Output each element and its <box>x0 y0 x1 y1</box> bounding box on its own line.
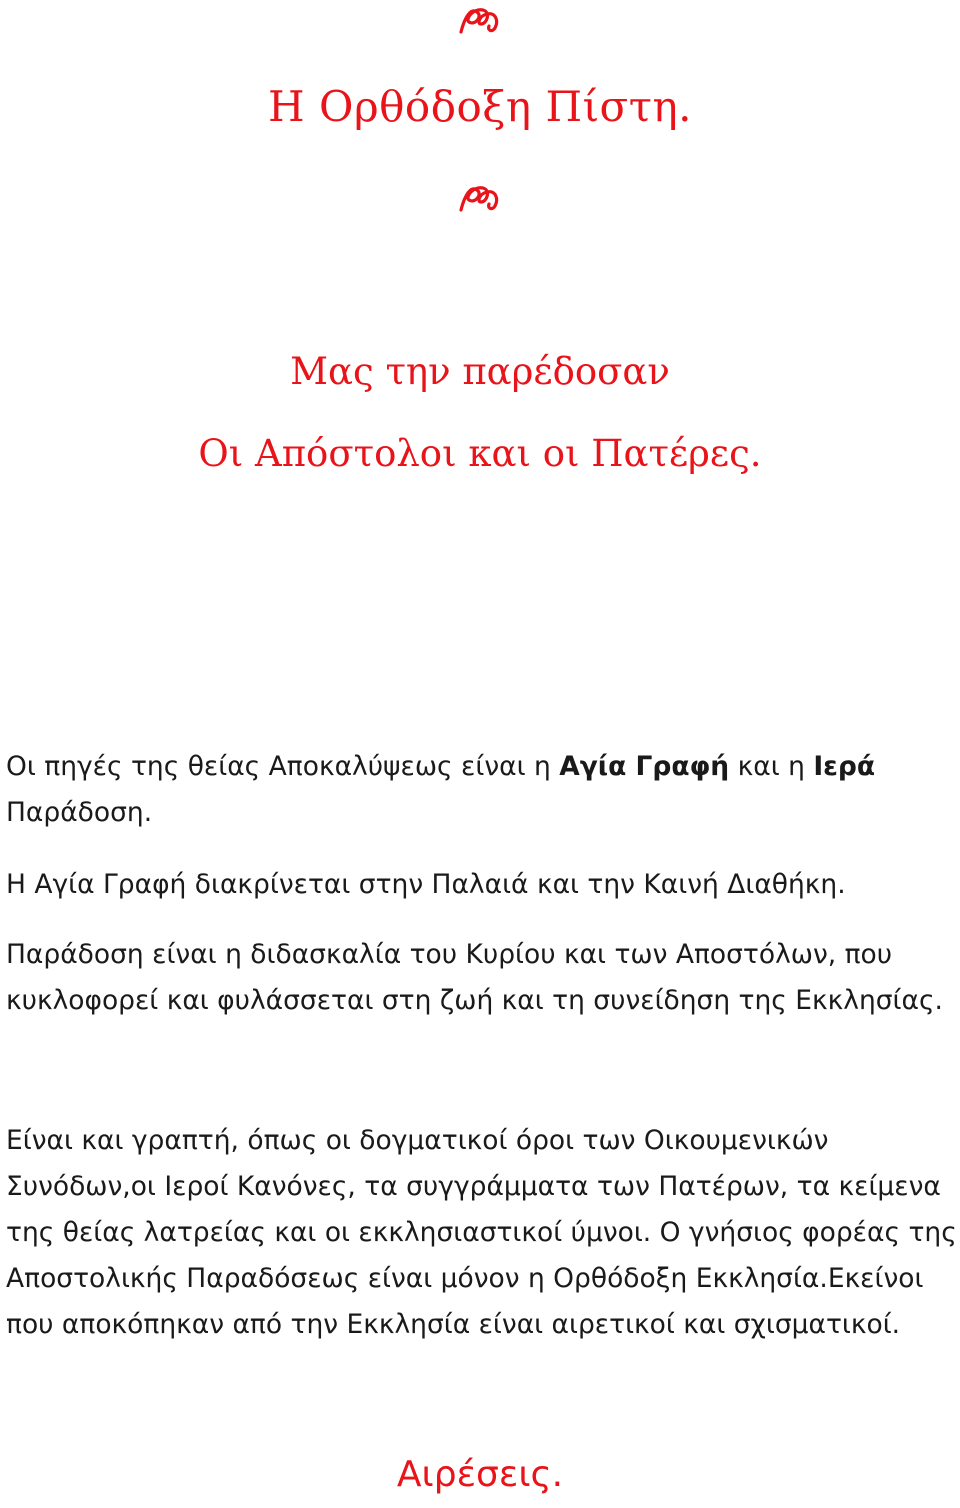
flourish-icon <box>457 180 503 216</box>
paragraph-scripture: Η Αγία Γραφή διακρίνεται στην Παλαιά και την Καινή Διαθήκη. <box>6 869 846 900</box>
page-title: Η Ορθόδοξη Πίστη. <box>268 82 692 131</box>
emphasis-holy-scripture: Αγία Γραφή <box>559 751 730 782</box>
paragraph-text: Οι πηγές της θείας Αποκαλύψεως είναι η <box>6 751 560 782</box>
paragraph-sources <box>6 744 960 836</box>
subtitle-line-2: Οι Απόστολοι και οι Πατέρες. <box>198 432 762 475</box>
flourish-icon <box>0 180 960 221</box>
paragraph-text: Παράδοση. <box>6 797 153 828</box>
subtitle-line-1: Μας την παρέδοσαν <box>290 350 670 393</box>
emphasis-holy: Ιερά <box>813 751 876 782</box>
paragraph-tradition: Παράδοση είναι η διδασκαλία του Κυρίου και των Αποστόλων, που κυκλοφορεί και φυλάσσεται στη ζωή και τη συνείδηση της Εκκλησίας. <box>6 939 943 1016</box>
flourish-icon <box>0 2 960 43</box>
flourish-icon <box>457 2 503 38</box>
paragraph-text: και η <box>729 751 814 782</box>
paragraph-written-tradition: Είναι και γραπτή, όπως οι δογματικοί όροι των Οικουμενικών Συνόδων,οι Ιεροί Κανόνες, τα συγγράμματα των Πατέρων, τα κείμενα της θείας λατρείας και οι εκκλησιαστικοί ύμνοι. Ο γνήσιος φορέας της Αποστολικής Παραδόσεως είναι μόνον η Ορθόδοξη Εκκλησία.Εκείνοι που αποκόπηκαν από την Εκκλησία είναι αιρετικοί και σχισματικοί. <box>6 1125 957 1340</box>
next-section-heading: Αιρέσεις. <box>396 1454 564 1495</box>
